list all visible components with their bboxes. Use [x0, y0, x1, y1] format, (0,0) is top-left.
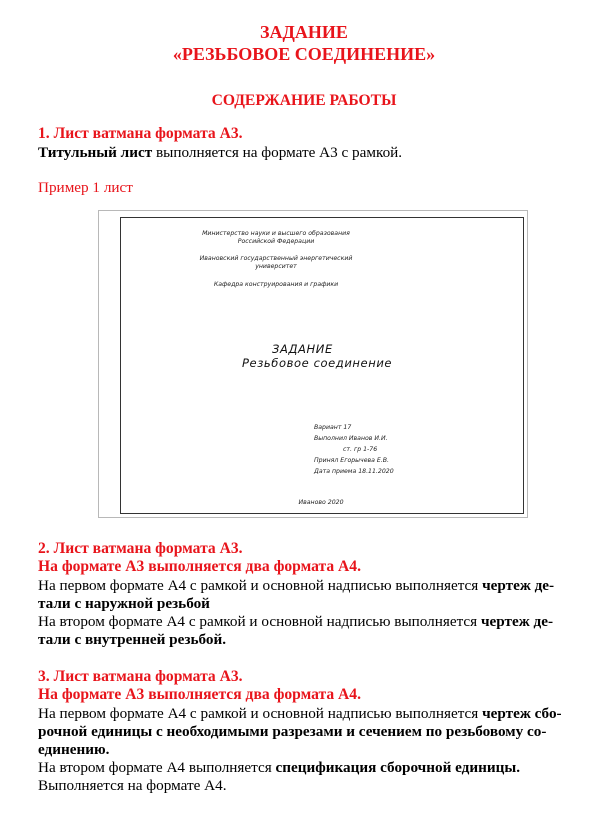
sheet-date: Дата приема 18.11.2020 — [314, 468, 394, 475]
item1-text — [38, 143, 402, 162]
page-subtitle: «РЕЗЬБОВОЕ СОЕДИНЕНИЕ» — [172, 44, 436, 64]
item1-text-rest: выполняется на формате А3 с рамкой. — [152, 144, 403, 161]
item2-p2-line2: тали с внутренней резьбой. — [38, 631, 227, 648]
sheet-variant: Вариант 17 — [314, 424, 352, 431]
sheet-university-2: университет — [255, 263, 297, 270]
item2-subtitle: На формате А3 выполняется два формата А4. — [38, 558, 361, 575]
item2-p2-line1 — [38, 612, 553, 631]
item3-p1-line3: единению. — [38, 741, 110, 758]
sheet-performed: Выполнил Иванов И.И. — [314, 435, 388, 442]
item3-subtitle: На формате А3 выполняется два формата А4. — [38, 686, 361, 703]
item3-p2 — [38, 758, 520, 777]
item3-p1-plain: На первом формате А4 с рамкой и основной надписью выполняется — [38, 705, 483, 722]
sheet-subtitle: Резьбовое соединение — [242, 356, 393, 370]
item2-p2-bold1: чертеж де- — [480, 613, 553, 630]
sheet-frame — [120, 217, 524, 514]
sheet-city: Иваново 2020 — [298, 499, 344, 506]
sheet-group: ст. гр 1-76 — [343, 446, 378, 453]
item2-p1-line1 — [38, 576, 554, 595]
sheet-title: ЗАДАНИЕ — [272, 342, 333, 356]
item3-p1-line1 — [38, 704, 562, 723]
page-title: ЗАДАНИЕ — [260, 22, 348, 42]
item1-text-bold: Титульный лист — [38, 144, 153, 161]
item1-title: 1. Лист ватмана формата А3. — [38, 125, 243, 142]
item2-p1-line2: тали с наружной резьбой — [38, 595, 210, 612]
item3-p1-bold1: чертеж сбо- — [482, 705, 562, 722]
sheet-department: Кафедра конструирования и графики — [213, 281, 339, 288]
item2-p1-bold1: чертеж де- — [482, 577, 555, 594]
item3-p2-plain: На втором формате А4 выполняется — [38, 759, 276, 776]
item3-p1-line2: рочной единицы с необходимыми разрезами и сечением по резьбовому со- — [38, 723, 547, 740]
item2-p1-plain: На первом формате А4 с рамкой и основной надписью выполняется — [38, 577, 483, 594]
item2-p2-plain: На втором формате А4 с рамкой и основной надписью выполняется — [38, 613, 481, 630]
sheet-university-1: Ивановский государственный энергетический — [199, 255, 353, 262]
sheet-accepted: Принял Егорычева Е.В. — [314, 457, 390, 464]
sheet-ministry-1: Министерство науки и высшего образования — [202, 230, 350, 237]
item2-title: 2. Лист ватмана формата А3. — [38, 540, 243, 557]
item3-p3: Выполняется на формате А4. — [38, 777, 227, 794]
item3-title: 3. Лист ватмана формата А3. — [38, 668, 243, 685]
sheet-ministry-2: Российской Федерации — [237, 238, 315, 245]
example-label: Пример 1 лист — [38, 179, 133, 196]
item3-p2-bold: спецификация сборочной единицы. — [275, 759, 521, 776]
title-sheet-example — [98, 210, 528, 518]
section-heading: СОДЕРЖАНИЕ РАБОТЫ — [211, 92, 397, 109]
